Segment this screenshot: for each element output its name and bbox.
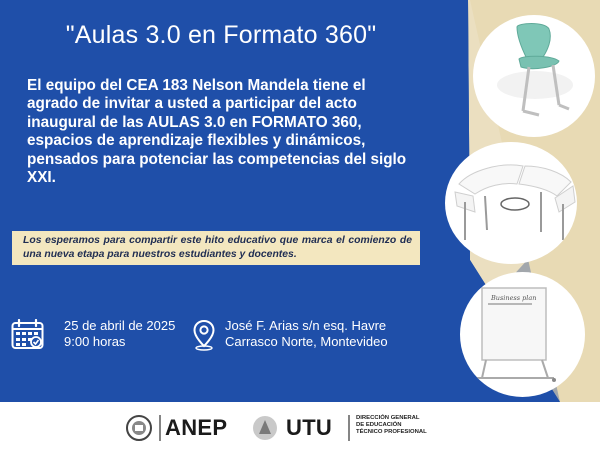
modular-tables-image: [445, 142, 577, 264]
location-pin-icon: [192, 319, 216, 351]
dgetp-line: TÉCNICO PROFESIONAL: [356, 429, 427, 435]
utu-emblem-icon: [251, 414, 279, 442]
event-address-line2: Carrasco Norte, Montevideo: [225, 334, 388, 349]
separator-icon: [158, 415, 162, 441]
anep-logo: ANEP: [165, 415, 228, 440]
institution-logos: [125, 413, 445, 443]
utu-logo: UTU: [286, 415, 333, 440]
event-address-line1: José F. Arias s/n esq. Havre: [225, 318, 387, 333]
separator-icon: [347, 415, 351, 441]
dgetp-logo-text: [356, 415, 446, 436]
mobile-whiteboard-image: [460, 272, 585, 397]
event-date: 25 de abril de 2025: [64, 318, 176, 333]
intro-paragraph: El equipo del CEA 183 Nelson Mandela tiene el agrado de invitar a usted a participar del acto inaugural de las AULAS 3.0 en FORMATO 360, espacios de aprendizaje flexibles y dinámicos, pensados para potenciar las competencias del siglo XXI.: [27, 77, 407, 187]
dgetp-line: DIRECCIÓN GENERAL: [356, 415, 420, 421]
chair-illustration: [473, 15, 595, 137]
page-title: "Aulas 3.0 en Formato 360": [65, 21, 377, 49]
invite-banner: Los esperamos para compartir este hito educativo que marca el comienzo de una nueva etapa para nuestros estudiantes y docentes.: [12, 231, 420, 265]
event-time: 9:00 horas: [64, 334, 126, 349]
chair-image: [473, 15, 595, 137]
whiteboard-illustration: [460, 272, 585, 397]
uruguay-seal-icon: [125, 414, 153, 442]
calendar-icon: [11, 319, 44, 350]
tables-illustration: [445, 142, 577, 264]
dgetp-line: DE EDUCACIÓN: [356, 422, 402, 428]
whiteboard-script: Business plan: [491, 294, 537, 302]
footer-logos-bar: [0, 402, 600, 450]
